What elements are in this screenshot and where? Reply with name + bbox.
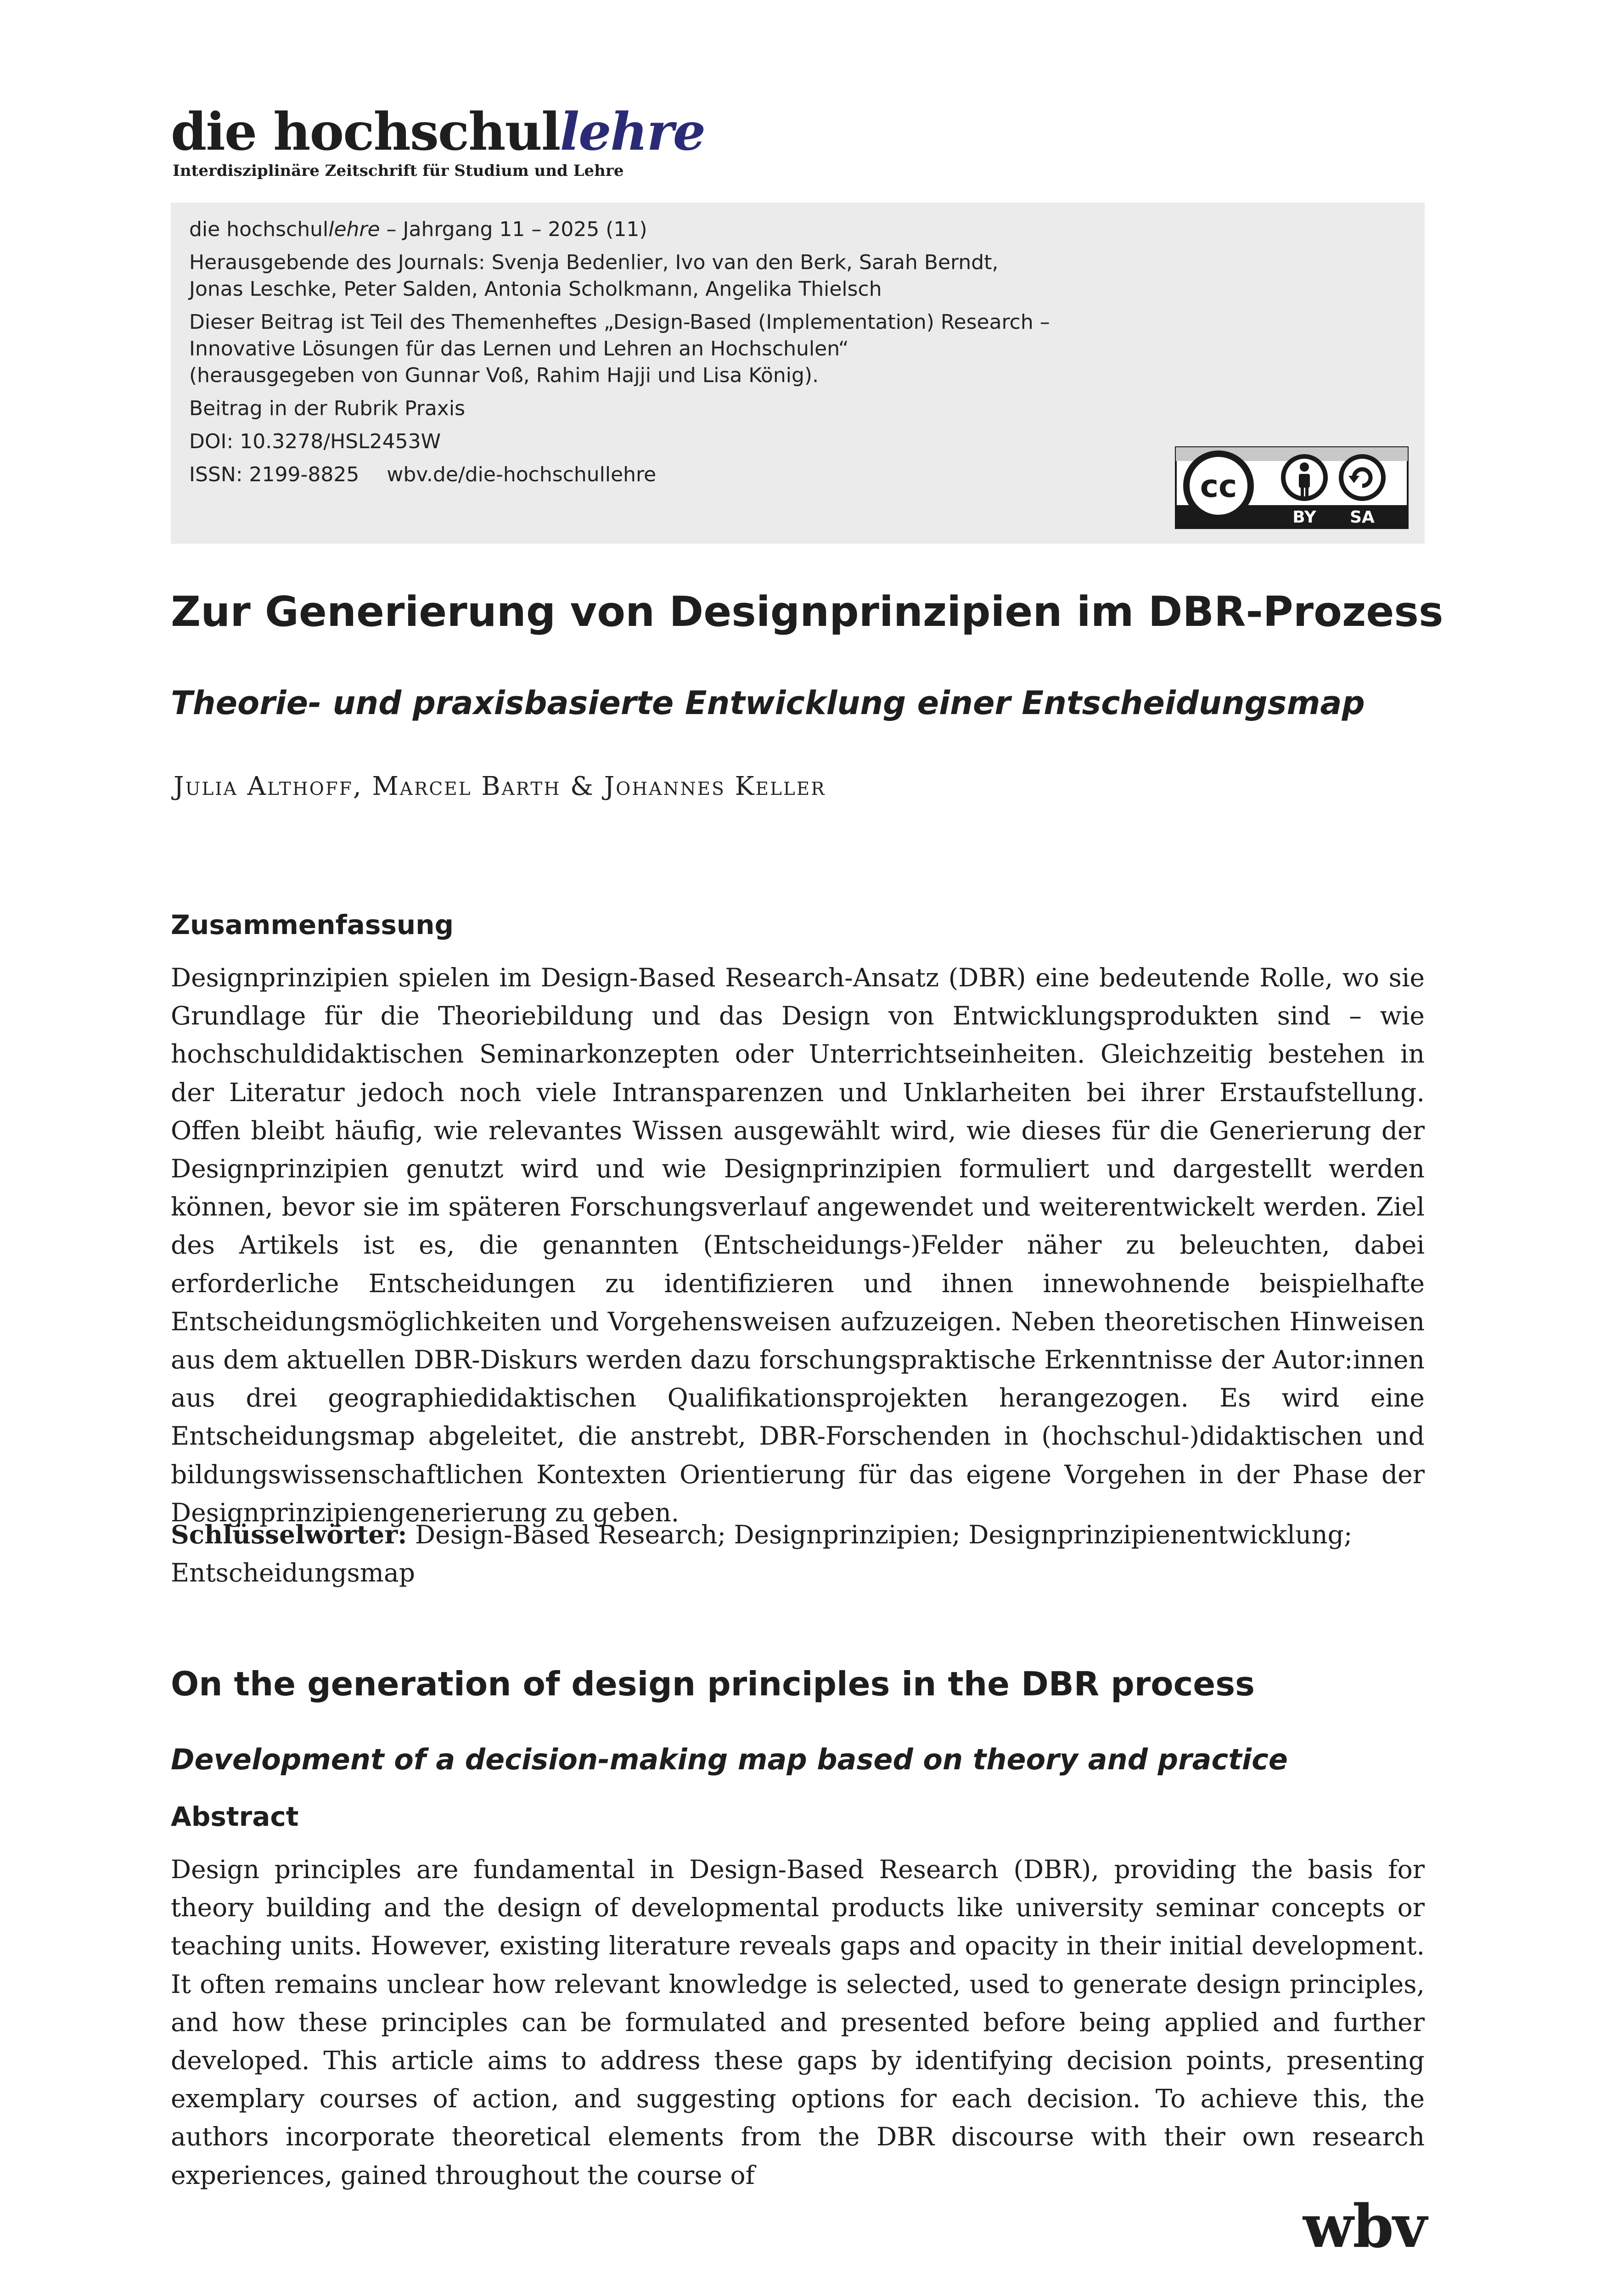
article-subtitle: Theorie- und praxisbasierte Entwicklung einer Entscheidungsmap [171,684,1365,722]
english-abstract-heading: Abstract [171,1801,299,1832]
issue-line-1: Dieser Beitrag ist Teil des Themenheftes „Design-Based (Implementation) Research – [189,310,1050,334]
license-sa-label: SA [1350,508,1375,527]
share-alike-icon [1341,456,1383,499]
keywords-label: Schlüsselwörter: [171,1519,407,1549]
keywords-list: Design-Based Research; Designprinzipien; Designprinzipienentwicklung; Entscheidungsmap [171,1520,1353,1587]
journal-volume-line: die hochschullehre – Jahrgang 11 – 2025 (11) [189,218,647,241]
issue-line-2: Innovative Lösungen für das Lernen und Lehren an Hochschulen“ [189,337,849,360]
journal-url-link[interactable]: wbv.de/die-hochschullehre [387,463,657,486]
article-authors: Julia Althoff, Marcel Barth & Johannes Keller [174,771,826,801]
svg-text:cc: cc [1200,468,1237,505]
article-title: Zur Generierung von Designprinzipien im DBR-Prozess [171,588,1443,636]
english-title: On the generation of design principles in the DBR process [171,1665,1255,1703]
publisher-logo: wbv [1303,2192,1426,2261]
journal-subtitle: Interdisziplinäre Zeitschrift für Studium und Lehre [173,162,624,180]
keywords [171,1515,1425,1592]
english-abstract-text: Design principles are fundamental in Design-Based Research (DBR), providing the basis for theory building and the design of developmental products like university seminar concepts or teaching units. However, existing literature reveals gaps and opacity in their initial development. It often remains unclear how relevant knowledge is selected, used to generate design principles, and how these principles can be formulated and presented before being applied and further developed. This article aims to address these gaps by identifying decision points, presenting exemplary courses of action, and suggesting options for each decision. To achieve this, the authors incorporate theoretical elements from the DBR discourse with their own research experiences, gained throughout the course of [171,1855,1425,2190]
journal-info-box [171,203,1425,544]
editors-line-2: Jonas Leschke, Peter Salden, Antonia Scholkmann, Angelika Thielsch [189,277,882,301]
issue-line-3: (herausgegeben von Gunnar Voß, Rahim Hajji und Lisa König). [189,364,819,387]
editors-line-1: Herausgebende des Journals: Svenja Bedenlier, Ivo van den Berk, Sarah Berndt, [189,251,999,274]
issn-line: ISSN: 2199-8825 wbv.de/die-hochschullehre [189,463,657,486]
german-abstract-heading: Zusammenfassung [171,909,454,940]
logo-main: die hochschul [171,102,560,162]
doi-link[interactable]: DOI: 10.3278/HSL2453W [189,430,441,453]
german-abstract-text: Designprinzipien spielen im Design-Based Research-Ansatz (DBR) eine bedeutende Rolle, wo sie Grundlage für die Theoriebildung und das Design von Entwicklungsprodukten sind – wie hochschuldidaktischen Seminarkonzepten oder Unterrichtseinheiten. Gleichzeitig bestehen in der Literatur jedoch noch viele Intransparenzen und Unklarheiten bei ihrer Erstaufstellung. Offen bleibt häufig, wie relevantes Wissen ausgewählt wird, wie dieses für die Generierung der Designprinzipien genutzt wird und wie Designprinzipien formuliert und dargestellt werden können, bevor sie im späteren Forschungsverlauf angewendet und weiterentwickelt werden. Ziel des Artikels ist es, die genannten (Entscheidungs-)Felder näher zu beleuchten, dabei erforderliche Entscheidungen zu identifizieren und ihnen innewohnende beispielhafte Entscheidungsmöglichkeiten und Vorgehensweisen aufzuzeigen. Neben theoretischen Hinweisen aus dem aktuellen DBR-Diskurs werden dazu forschungspraktische Erkenntnisse der Autor:innen aus drei geographiedidaktischen Qualifikationsprojekten herangezogen. Es wird eine Entscheidungsmap abgeleitet, die anstrebt, DBR-Forschenden in (hochschul-)didaktischen und bildungswissenschaftlichen Kontexten Orientierung für das eigene Vorgehen in der Phase der Designprinzipiengenerierung zu geben. [171,963,1425,1527]
attribution-person-icon [1283,456,1325,499]
license-by-label: BY [1292,508,1316,527]
cc-by-sa-license-badge[interactable] [1175,446,1409,529]
cc-icon [1186,454,1251,518]
journal-logo [171,102,705,162]
english-subtitle: Development of a decision-making map based on theory and practice [171,1743,1288,1776]
logo-accent: lehre [560,102,705,162]
rubric-line: Beitrag in der Rubrik Praxis [189,397,466,420]
